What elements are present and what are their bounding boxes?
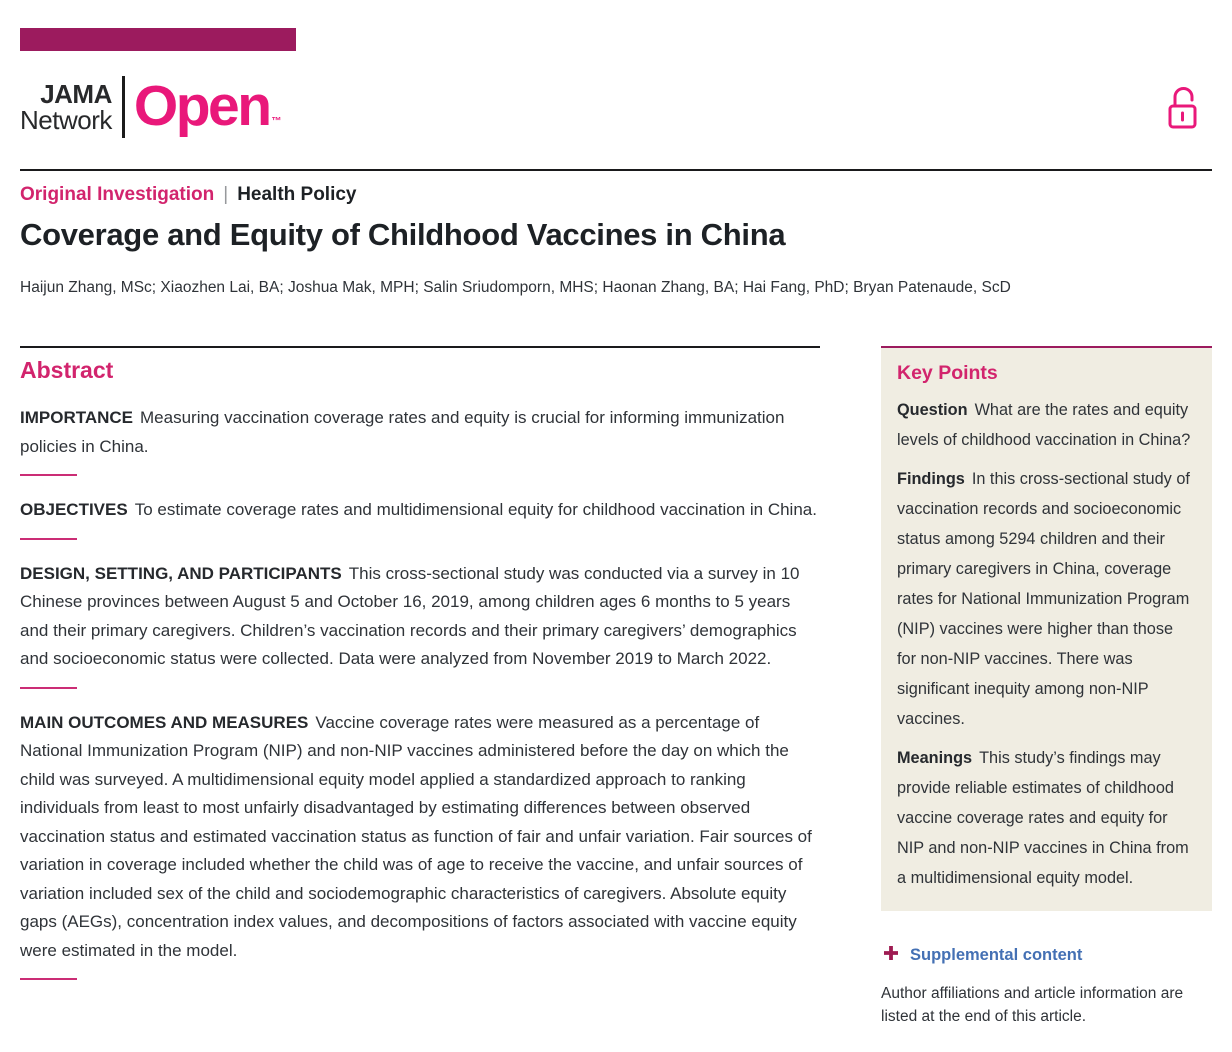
supplemental-content-link[interactable]: Supplemental content	[910, 946, 1083, 964]
open-access-lock-icon	[1162, 84, 1202, 134]
abstract-column	[20, 346, 820, 1028]
key-points-meanings-label: Meanings	[897, 749, 973, 767]
abstract-importance-text: Measuring vaccination coverage rates and equity is crucial for informing immunization policies in China.	[20, 408, 785, 456]
logo-divider-bar	[122, 76, 125, 138]
section-divider	[20, 978, 77, 980]
key-points-findings-label: Findings	[897, 470, 965, 488]
plus-icon	[883, 945, 899, 966]
logo-open-text: Open	[133, 73, 270, 138]
article-category-link[interactable]: Original Investigation	[20, 184, 215, 205]
abstract-objectives-text: To estimate coverage rates and multidimensional equity for childhood vaccination in China.	[134, 500, 817, 519]
key-points-meanings	[897, 743, 1196, 893]
abstract-design-label: DESIGN, SETTING, AND PARTICIPANTS	[20, 563, 342, 583]
affiliations-note: Author affiliations and article information are listed at the end of this article.	[881, 985, 1184, 1025]
logo-jama-text: JAMA	[40, 79, 112, 109]
abstract-outcomes-paragraph	[20, 709, 820, 966]
jama-network-open-logo[interactable]	[20, 75, 1212, 139]
abstract-design-text: This cross-sectional study was conducted via a survey in 10 Chinese provinces between August 5 and October 16, 2019, among children ages 6 months to 5 years and their primary caregivers. Children’s vaccination records and their primary caregivers’ demographics and socioeconomic status were collected. Data were analyzed from November 2019 to March 2022.	[20, 563, 800, 668]
section-divider	[20, 474, 77, 476]
key-points-meanings-text: This study’s findings may provide reliable estimates of childhood vaccine coverage rates and equity for NIP and non-NIP vaccines in China from a multidimensional equity model.	[897, 749, 1189, 887]
key-points-question	[897, 395, 1196, 455]
abstract-objectives-label: OBJECTIVES	[20, 500, 128, 519]
abstract-outcomes-text: Vaccine coverage rates were measured as a percentage of National Immunization Program (NIP) and non-NIP vaccines administered before the day on which the child was surveyed. A multidimensional equity model applied a standardized approach to ranking individuals from least to most unfairly disadvantaged by estimating differences between observed vaccination status and estimated vaccination status as function of fair and unfair variation. Fair sources of variation in coverage included whether the child was of age to receive the vaccine, and unfair sources of variation included sex of the child and sociodemographic characteristics of caregivers. Absolute equity gaps (AEGs), concentration index values, and decompositions of factors associated with vaccine equity were estimated in the model.	[20, 712, 812, 960]
logo-jama-network-text	[20, 81, 112, 133]
key-points-box	[881, 346, 1212, 911]
section-divider	[20, 687, 77, 689]
header-rule	[20, 169, 1212, 171]
abstract-heading: Abstract	[20, 357, 114, 383]
article-kicker	[20, 183, 1212, 207]
article-authors: Haijun Zhang, MSc; Xiaozhen Lai, BA; Joshua Mak, MPH; Salin Sriudomporn, MHS; Haonan Zhang, BA; Hai Fang, PhD; Bryan Patenaude, ScD	[20, 279, 1011, 296]
abstract-design-paragraph	[20, 560, 820, 674]
key-points-heading: Key Points	[897, 362, 998, 384]
key-points-question-label: Question	[897, 401, 968, 419]
section-divider	[20, 538, 77, 540]
logo-trademark: ™	[271, 116, 282, 127]
abstract-objectives-paragraph	[20, 496, 820, 525]
key-points-findings	[897, 464, 1196, 734]
brand-color-bar	[20, 28, 296, 51]
sidebar-column	[881, 346, 1212, 1028]
abstract-importance-paragraph	[20, 404, 820, 461]
key-points-findings-text: In this cross-sectional study of vaccination records and socioeconomic status among 5294 children and their primary caregivers in China, coverage rates for National Immunization Program (NIP) vaccines were higher than those for non-NIP vaccines. There was significant inequity among non-NIP vaccines.	[897, 470, 1190, 728]
journal-header	[20, 75, 1212, 139]
article-title: Coverage and Equity of Childhood Vaccines in China	[20, 217, 786, 252]
article-topic-link[interactable]: Health Policy	[237, 184, 357, 205]
key-points-question-text: What are the rates and equity levels of childhood vaccination in China?	[897, 401, 1191, 449]
abstract-outcomes-label: MAIN OUTCOMES AND MEASURES	[20, 712, 309, 732]
kicker-separator: |	[223, 184, 229, 205]
abstract-importance-label: IMPORTANCE	[20, 408, 134, 427]
main-columns	[20, 346, 1212, 1028]
logo-network-text: Network	[20, 105, 112, 135]
supplemental-content-row[interactable]	[881, 945, 1212, 966]
